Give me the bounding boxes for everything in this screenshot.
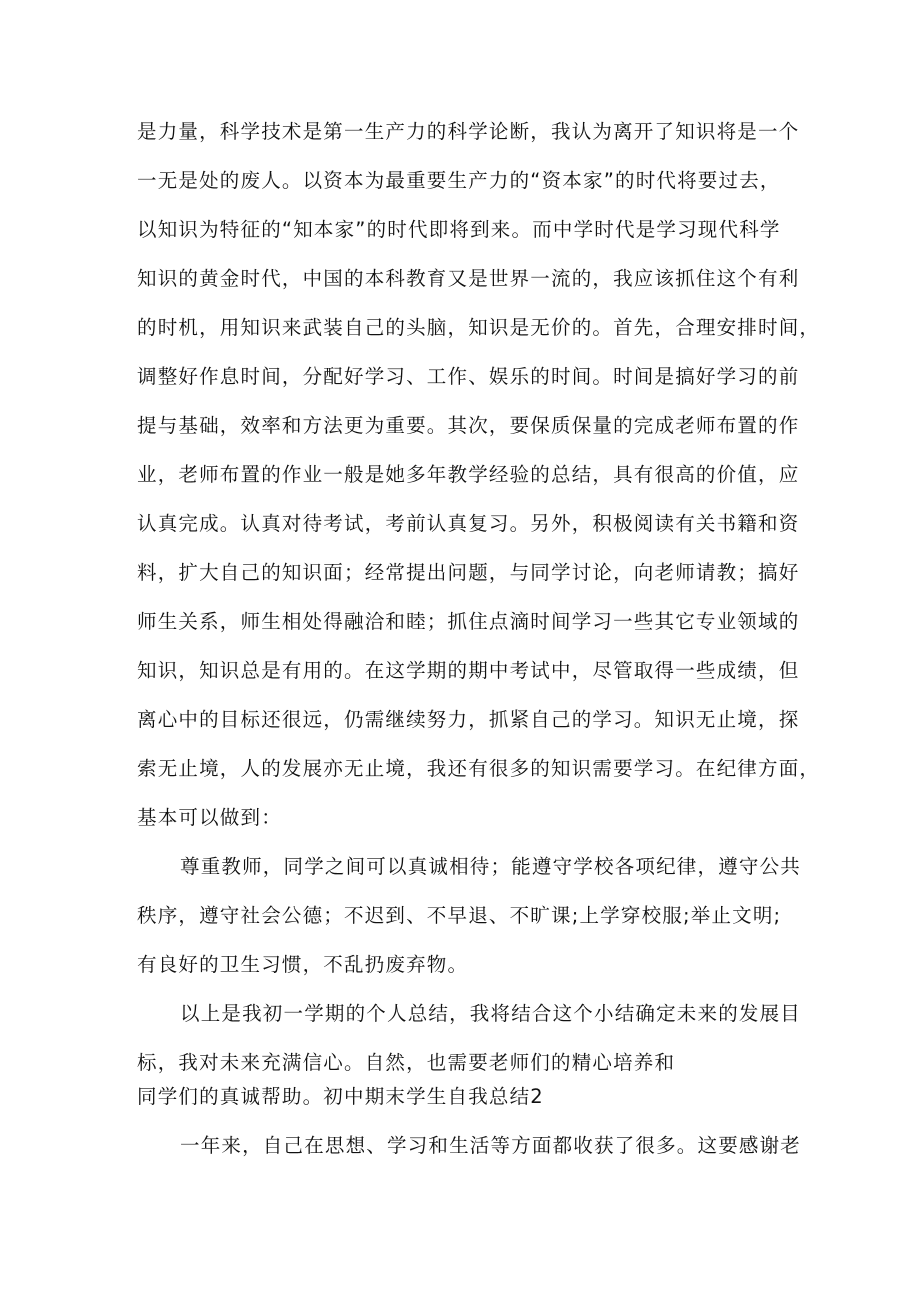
text-line: 师生关系，师生相处得融洽和睦；抓住点滴时间学习一些其它专业领域的: [137, 610, 800, 633]
text-line: 认真完成。认真对待考试，考前认真复习。另外，积极阅读有关书籍和资: [137, 512, 800, 535]
text-line: 标，我对未来充满信心。自然，也需要老师们的精心培养和: [137, 1051, 676, 1074]
paragraph-first-line: 尊重教师，同学之间可以真诚相待；能遵守学校各项纪律，遵守公共: [180, 855, 802, 878]
text-line: 料，扩大自己的知识面；经常提出问题，与同学讨论，向老师请教；搞好: [137, 561, 800, 584]
paragraph-first-line: 一年来，自己在思想、学习和生活等方面都收获了很多。这要感谢老: [180, 1134, 802, 1157]
text-line: 知识的黄金时代，中国的本科教育又是世界一流的，我应该抓住这个有利: [137, 267, 800, 290]
text-line: 以知识为特征的“知本家”的时代即将到来。而中学时代是学习现代科学: [137, 218, 781, 241]
text-line: 索无止境，人的发展亦无止境，我还有很多的知识需要学习。在纪律方面，: [137, 757, 821, 780]
text-line: 秩序，遵守社会公德；不迟到、不早退、不旷课;上学穿校服;举止文明;: [137, 904, 782, 927]
paragraph-first-line: 以上是我初一学期的个人总结，我将结合这个小结确定未来的发展目: [180, 1002, 802, 1025]
text-line: 提与基础，效率和方法更为重要。其次，要保质保量的完成老师布置的作: [137, 414, 800, 437]
text-line: 的时机，用知识来武装自己的头脑，知识是无价的。首先，合理安排时间，: [137, 316, 821, 339]
text-line: 基本可以做到：: [137, 806, 282, 829]
text-line: 有良好的卫生习惯，不乱扔废弃物。: [137, 953, 469, 976]
text-line: 业，老师布置的作业一般是她多年教学经验的总结，具有很高的价值，应: [137, 463, 800, 486]
text-line: 一无是处的废人。以资本为最重要生产力的“资本家”的时代将要过去，: [137, 169, 781, 192]
text-line: 调整好作息时间，分配好学习、工作、娱乐的时间。时间是搞好学习的前: [137, 365, 800, 388]
text-line: 知识，知识总是有用的。在这学期的期中考试中，尽管取得一些成绩，但: [137, 659, 800, 682]
text-line: 离心中的目标还很远，仍需继续努力，抓紧自己的学习。知识无止境，探: [137, 708, 800, 731]
section-heading-line: 同学们的真诚帮助。初中期末学生自我总结2: [137, 1085, 544, 1108]
text-line: 是力量，科学技术是第一生产力的科学论断，我认为离开了知识将是一个: [137, 120, 800, 143]
